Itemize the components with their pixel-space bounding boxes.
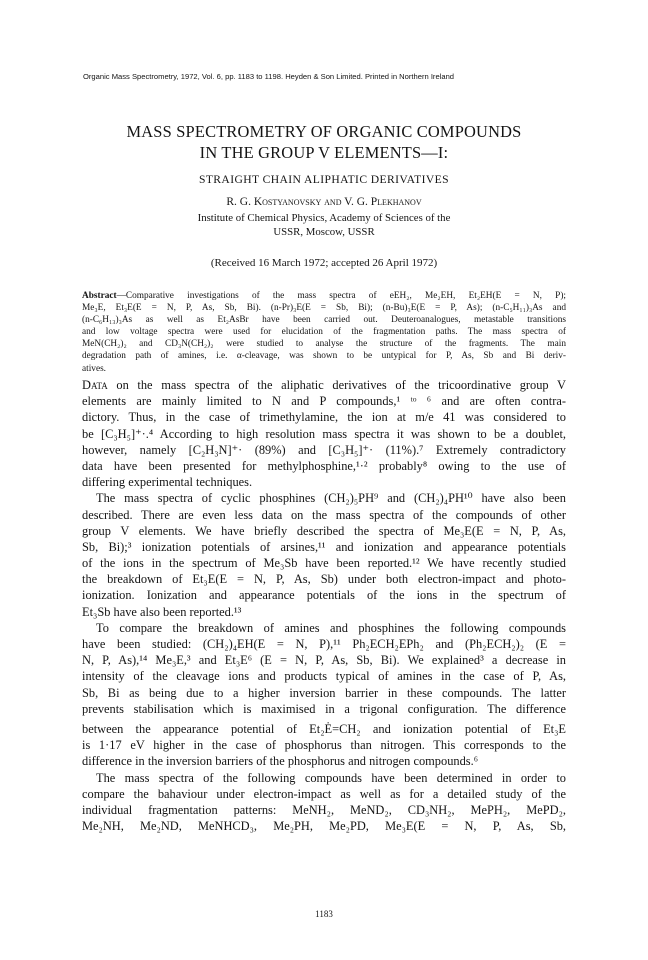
abstract-line: and low voltage spectra were used for elucidation of the fragmentation paths. The mass spectra of (82, 327, 566, 338)
body-line: The mass spectra of the following compounds have been determined in order to (96, 770, 566, 785)
abstract (82, 290, 566, 375)
body-line: To compare the breakdown of amines and phosphines the following compounds (96, 620, 566, 635)
abstract-line: Me₃E, Et₃E(E = N, P, As, Sb, Bi). (n-Pr)₃E(E = Sb, Bi); (n-Bu)₃E(E = P, As); (n-C₅H₁₁)₃As and (82, 303, 566, 314)
page-number: 1183 (315, 909, 333, 919)
body-line: Sb, Bi as being due to a higher inversion barrier in these compounds. The latter (82, 685, 566, 700)
affiliation-line-2: USSR, Moscow, USSR (273, 226, 375, 238)
body-line: intensity of the cleavage ions and products typical of amines in the case of P, As, (82, 669, 566, 684)
affiliation-line-1: Institute of Chemical Physics, Academy of Sciences of the (197, 212, 451, 224)
body-line: data have been presented for methylphosphine,¹·² probably⁸ owing to the use of (82, 458, 566, 473)
body-line: elements are mainly limited to N and P compounds,¹ ᵗᵒ ⁶ and are often contra- (82, 394, 566, 409)
article-title-line-2: IN THE GROUP V ELEMENTS—I: (199, 143, 449, 162)
body-line: ionization. Ionization and appearance potentials of the ions in the spectrum of (82, 588, 566, 603)
body-line: Me₂NH, Me₂ND, MeNHCD₃, Me₂PH, Me₂PD, Me₃E(E = N, P, As, Sb, (82, 819, 566, 834)
body-line: differing experimental techniques. (82, 475, 253, 490)
body-line: Sb, Bi);³ ionization potentials of arsines,¹¹ and ionization and appearance potentials (82, 539, 566, 554)
author-line: R. G. Kostyanovsky and V. G. Plekhanov (226, 196, 422, 208)
body-line: difference in the inversion barriers of the phosphorus and nitrogen compounds.⁶ (82, 754, 479, 769)
running-header: Organic Mass Spectrometry, 1972, Vol. 6, pp. 1183 to 1198. Heyden & Son Limited. Printed in Northern Ireland (83, 72, 455, 81)
body-line: dictory. Thus, in the case of trimethylamine, the ion at m/e 41 was considered to (82, 410, 566, 425)
body-line: described. There are even less data on the mass spectra of the compounds of other (82, 507, 566, 522)
abstract-line: (n-C₆H₁₃)₃As as well as Et₂AsBr have been carried out. Deuteroanalogues, metastable transitions (82, 315, 566, 326)
abstract-heading: Abstract (82, 291, 117, 301)
body-line: however, namely [C₂H₃N]⁺· (89%) and [C₃H₅]⁺· (11%).⁷ Extremely contradictory (82, 442, 566, 457)
body-line: The mass spectra of cyclic phosphines (CH₂)₅PH⁹ and (CH₂)₄PH¹⁰ have also been (96, 491, 566, 506)
body-line: prevents stabilisation which is maximised in a trigonal configuration. The difference (82, 701, 566, 716)
body-line: Data on the mass spectra of the aliphatic derivatives of the tricoordinative group V (82, 378, 566, 392)
received-dates: (Received 16 March 1972; accepted 26 April 1972) (210, 257, 438, 269)
body-line: compare the bahaviour under electron-impact as well as for a detailed study of the (82, 786, 566, 801)
abstract-line: degradation path of amines, i.e. α-cleavage, was shown to be untypical for P, As, Sb and Bi deriv- (82, 351, 566, 362)
opening-small-caps: Data (82, 378, 108, 392)
body-line: be [C₃H₅]⁺·.⁴ According to high resolution mass spectra it was shown to be a doublet, (82, 426, 566, 441)
abstract-line: MeN(CH₂)₂ and CD₃N(CH₂)₂ were studied to analyse the structure of the fragments. The main (82, 339, 566, 350)
body-line: the breakdown of Et₃E(E = N, P, As, Sb) under both electron-impact and photo- (82, 572, 566, 587)
body-line: have been studied: (CH₂)₄EH(E = N, P),¹¹ Ph₂ECH₂EPh₂ and (Ph₂ECH₂)₂ (E = (82, 637, 566, 651)
abstract-line: atives. (82, 363, 107, 374)
body-text (82, 377, 566, 834)
body-line: of the ions in the spectrum of Me₃Sb have been reported.¹² We have recently studied (82, 556, 566, 571)
article-title-line-1: MASS SPECTROMETRY OF ORGANIC COMPOUNDS (126, 122, 522, 141)
body-line: is 1·17 eV higher in the case of phosphorus than nitrogen. This corresponds to the (82, 738, 566, 753)
body-line: group V elements. We have briefly described the spectra of Me₃E(E = N, P, As, (82, 523, 566, 538)
body-line: N, P, As),¹⁴ Me₃E,³ and Et₃E⁶ (E = N, P, As, Sb, Bi). We explained³ a decrease in (82, 653, 566, 668)
abstract-line: Abstract—Comparative investigations of the mass spectra of eEH₂, Me₂EH, Et₂EH(E = N, P); (82, 291, 566, 301)
body-line: individual fragmentation patterns: MeNH₂, MeND₂, CD₃NH₂, MePH₂, MePD₂, (82, 802, 566, 817)
body-line: between the appearance potential of Et₂E͏̇=CH₂ and ionization potential of Et₃E (82, 721, 566, 736)
body-line: Et₃Sb have also been reported.¹³ (82, 604, 242, 619)
article-subtitle: STRAIGHT CHAIN ALIPHATIC DERIVATIVES (198, 173, 450, 186)
